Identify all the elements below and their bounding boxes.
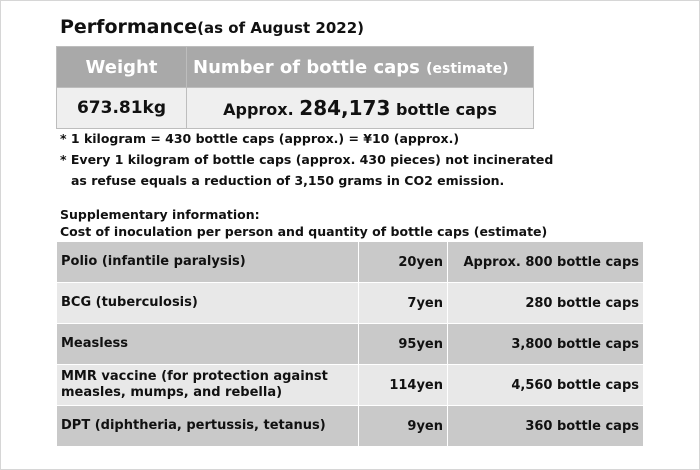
- disease-cell: MMR vaccine (for protection against measles, mumps, and rebella): [57, 365, 359, 406]
- supplementary-info: [60, 206, 547, 240]
- notes: [60, 128, 553, 191]
- caps-header: [187, 47, 534, 88]
- caps-cell: Approx. 800 bottle caps: [448, 242, 644, 283]
- performance-header-row: [57, 47, 534, 88]
- caps-number: 284,173: [299, 96, 391, 120]
- note-line: as refuse equals a reduction of 3,150 grams in CO2 emission.: [71, 173, 505, 188]
- caps-cell: 280 bottle caps: [448, 283, 644, 324]
- caps-header-note: (estimate): [426, 60, 509, 77]
- performance-table: [56, 46, 534, 129]
- table-row: [57, 406, 644, 447]
- disease-cell: BCG (tuberculosis): [57, 283, 359, 324]
- caps-value: [187, 88, 534, 129]
- supplementary-subheading: Cost of inoculation per person and quantity of bottle caps (estimate): [60, 224, 548, 239]
- caps-prefix: Approx.: [223, 100, 294, 119]
- disease-cell: DPT (diphtheria, pertussis, tetanus): [57, 406, 359, 447]
- caps-cell: 360 bottle caps: [448, 406, 644, 447]
- table-row: [57, 365, 644, 406]
- price-cell: 7yen: [359, 283, 448, 324]
- supplementary-heading: Supplementary information:: [60, 207, 260, 222]
- weight-value: 673.81kg: [57, 88, 187, 129]
- title-main: Performance: [60, 16, 198, 38]
- weight-header: Weight: [57, 47, 187, 88]
- table-row: [57, 242, 644, 283]
- caps-cell: 4,560 bottle caps: [448, 365, 644, 406]
- price-cell: 114yen: [359, 365, 448, 406]
- note-line: * 1 kilogram = 430 bottle caps (approx.) = ¥10 (approx.): [60, 131, 460, 146]
- price-cell: 20yen: [359, 242, 448, 283]
- caps-cell: 3,800 bottle caps: [448, 324, 644, 365]
- disease-cell: Polio (infantile paralysis): [57, 242, 359, 283]
- price-cell: 9yen: [359, 406, 448, 447]
- performance-value-row: [57, 88, 534, 129]
- table-row: [57, 283, 644, 324]
- note-line: * Every 1 kilogram of bottle caps (approx. 430 pieces) not incinerated: [60, 152, 554, 167]
- price-cell: 95yen: [359, 324, 448, 365]
- disease-cell: Measless: [57, 324, 359, 365]
- table-row: [57, 324, 644, 365]
- inoculation-cost-table: [56, 241, 644, 447]
- page-title: [60, 16, 364, 38]
- caps-suffix: bottle caps: [395, 100, 497, 119]
- title-date: (as of August 2022): [197, 19, 364, 37]
- caps-header-label: Number of bottle caps: [193, 56, 420, 78]
